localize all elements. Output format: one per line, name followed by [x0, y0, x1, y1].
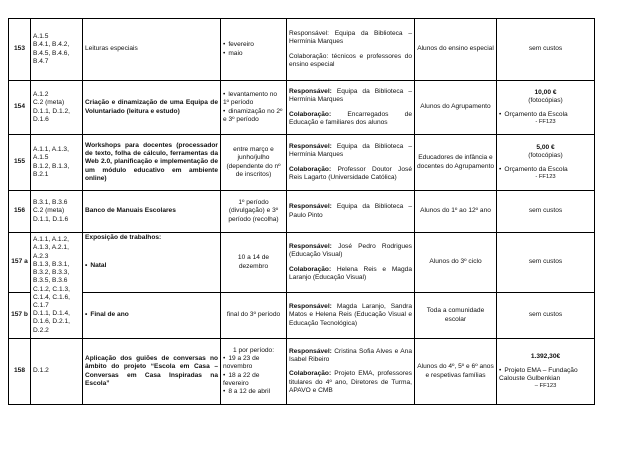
row-number: 158: [9, 339, 31, 405]
target-audience: Alunos do 1º ao 12º ano: [415, 191, 497, 233]
responsible-label: Responsável:: [289, 30, 329, 38]
cost: sem custos: [497, 191, 595, 233]
responsible-info: Responsável: Magda Laranjo, Sandra Matos e Helena Reis (Educação Visual e Educação Tecnológica): [287, 293, 415, 339]
activity-name: Banco de Manuais Escolares: [83, 191, 221, 233]
target-audience: Toda a comunidade escolar: [415, 293, 497, 339]
responsible-info: Responsável: Equipa da Biblioteca – Hermínia Marques Colaboração: técnicos e professores do ensino especial: [287, 19, 415, 81]
responsible-info: Responsável: Cristina Sofia Alves e Ana Isabel Ribeiro Colaboração: Projeto EMA, professores titulares do 4º ano, Diretores de Turma, APAVO e CMB: [287, 339, 415, 405]
row-number: 157 b: [9, 293, 31, 339]
responsible-label: Responsável:: [289, 203, 332, 211]
right-margin-band: [602, 0, 638, 452]
row-number: 156: [9, 191, 31, 233]
collaboration-label: Colaboração:: [289, 110, 332, 118]
target-audience: Alunos do Agrupamento: [415, 81, 497, 135]
row-number: 154: [9, 81, 31, 135]
cost: 1.392,30€ • Projeto EMA – Fundação Calouste Gulbenkian – FF123: [497, 339, 595, 405]
collaboration-label: Colaboração:: [289, 265, 332, 273]
activity-name: Leituras especiais: [83, 19, 221, 81]
reference-codes: A.1.5 B.4.1, B.4.2, B.4.5, B.4.6, B.4.7: [31, 19, 83, 81]
table-row: [9, 233, 595, 293]
target-audience: Alunos do ensino especial: [415, 19, 497, 81]
target-audience: Alunos do 4º, 5º e 6º anos e respetivas famílias: [415, 339, 497, 405]
responsible-label: Responsável:: [289, 143, 332, 151]
table-row: [9, 135, 595, 191]
responsible-label: Responsável:: [289, 243, 332, 251]
responsible-info: Responsável: Equipa da Biblioteca – Hermínia Marques Colaboração: Encarregados de Educação e familiares dos alunos: [287, 81, 415, 135]
reference-codes: A.1.2 C.2 (meta) D.1.1, D.1.2, D.1.6: [31, 81, 83, 135]
activity-name: • Final de ano: [83, 293, 221, 339]
schedule: final do 3º período: [221, 293, 287, 339]
schedule: entre março e junho/julho (dependente do nº de inscritos): [221, 135, 287, 191]
responsible-info: Responsável: Equipa da Biblioteca – Paulo Pinto: [287, 191, 415, 233]
target-audience: Educadores de infância e docentes do Agrupamento: [415, 135, 497, 191]
responsible-info: Responsável: José Pedro Rodrigues (Educação Visual) Colaboração: Helena Reis e Magda Laranjo (Educação Visual): [287, 233, 415, 293]
table-row: [9, 191, 595, 233]
collaboration-label: Colaboração:: [289, 165, 332, 173]
row-number: 157 a: [9, 233, 31, 293]
schedule: 10 a 14 de dezembro: [221, 233, 287, 293]
activity-name: Workshops para docentes (processador de texto, folha de cálculo, ferramentas da Web 2.0, planificação e implementação de um módulo educativo em ambiente online): [83, 135, 221, 191]
table-row: [9, 293, 595, 339]
schedule: 1 por período: • 19 a 23 de novembro • 18 a 22 de fevereiro • 8 a 12 de abril: [221, 339, 287, 405]
row-number: 155: [9, 135, 31, 191]
reference-codes: B.3.1, B.3.6 C.2 (meta) D.1.1, D.1.6: [31, 191, 83, 233]
table-row: [9, 19, 595, 81]
responsible-label: Responsável:: [289, 347, 332, 355]
table-row: [9, 339, 595, 405]
activity-name: Exposição de trabalhos: • Natal: [83, 233, 221, 293]
responsible-label: Responsável:: [289, 88, 332, 96]
cost: 10,00 € (fotocópias) • Orçamento da Escola - FF123: [497, 81, 595, 135]
cost: sem custos: [497, 293, 595, 339]
cost: sem custos: [497, 233, 595, 293]
row-number: 153: [9, 19, 31, 81]
schedule: • fevereiro • maio: [221, 19, 287, 81]
activity-name: Aplicação dos guiões de conversas no âmbito do projeto “Escola em Casa – Conversas em Casa Inspiradas na Escola”: [83, 339, 221, 405]
schedule: 1º período (divulgação) e 3º período (recolha): [221, 191, 287, 233]
cost: sem custos: [497, 19, 595, 81]
cost: 5,00 € (fotocópias) • Orçamento da Escola - FF123: [497, 135, 595, 191]
table-row: [9, 81, 595, 135]
reference-codes: A.1.1, A.1.3, A.1.5 B.1.2, B.1.3, B.2.1: [31, 135, 83, 191]
collaboration-label: Colaboração:: [289, 52, 329, 60]
schedule: • levantamento no 1º período • dinamização no 2º e 3º período: [221, 81, 287, 135]
collaboration-label: Colaboração:: [289, 370, 332, 378]
target-audience: Alunos do 3º ciclo: [415, 233, 497, 293]
activity-name: Criação e dinamização de uma Equipa de Voluntariado (leitura e estudo): [83, 81, 221, 135]
responsible-label: Responsável:: [289, 303, 332, 311]
reference-codes: D.1.2: [31, 339, 83, 405]
responsible-info: Responsável: Equipa da Biblioteca – Hermínia Marques Colaboração: Professor Doutor José Reis Lagarto (Universidade Católica): [287, 135, 415, 191]
reference-codes: A.1.1, A.1.2, A.1.3, A.2.1, A.2.3 B.1.3, B.3.1, B.3.2, B.3.3, B.3.5, B.3.6 C.1.2, C.1.3, C.1.4, C.1.6, C.1.7 D.1.1, D.1.4, D.1.6, D.2.1, D.2.2: [31, 233, 83, 339]
activity-plan-table: [8, 18, 595, 405]
